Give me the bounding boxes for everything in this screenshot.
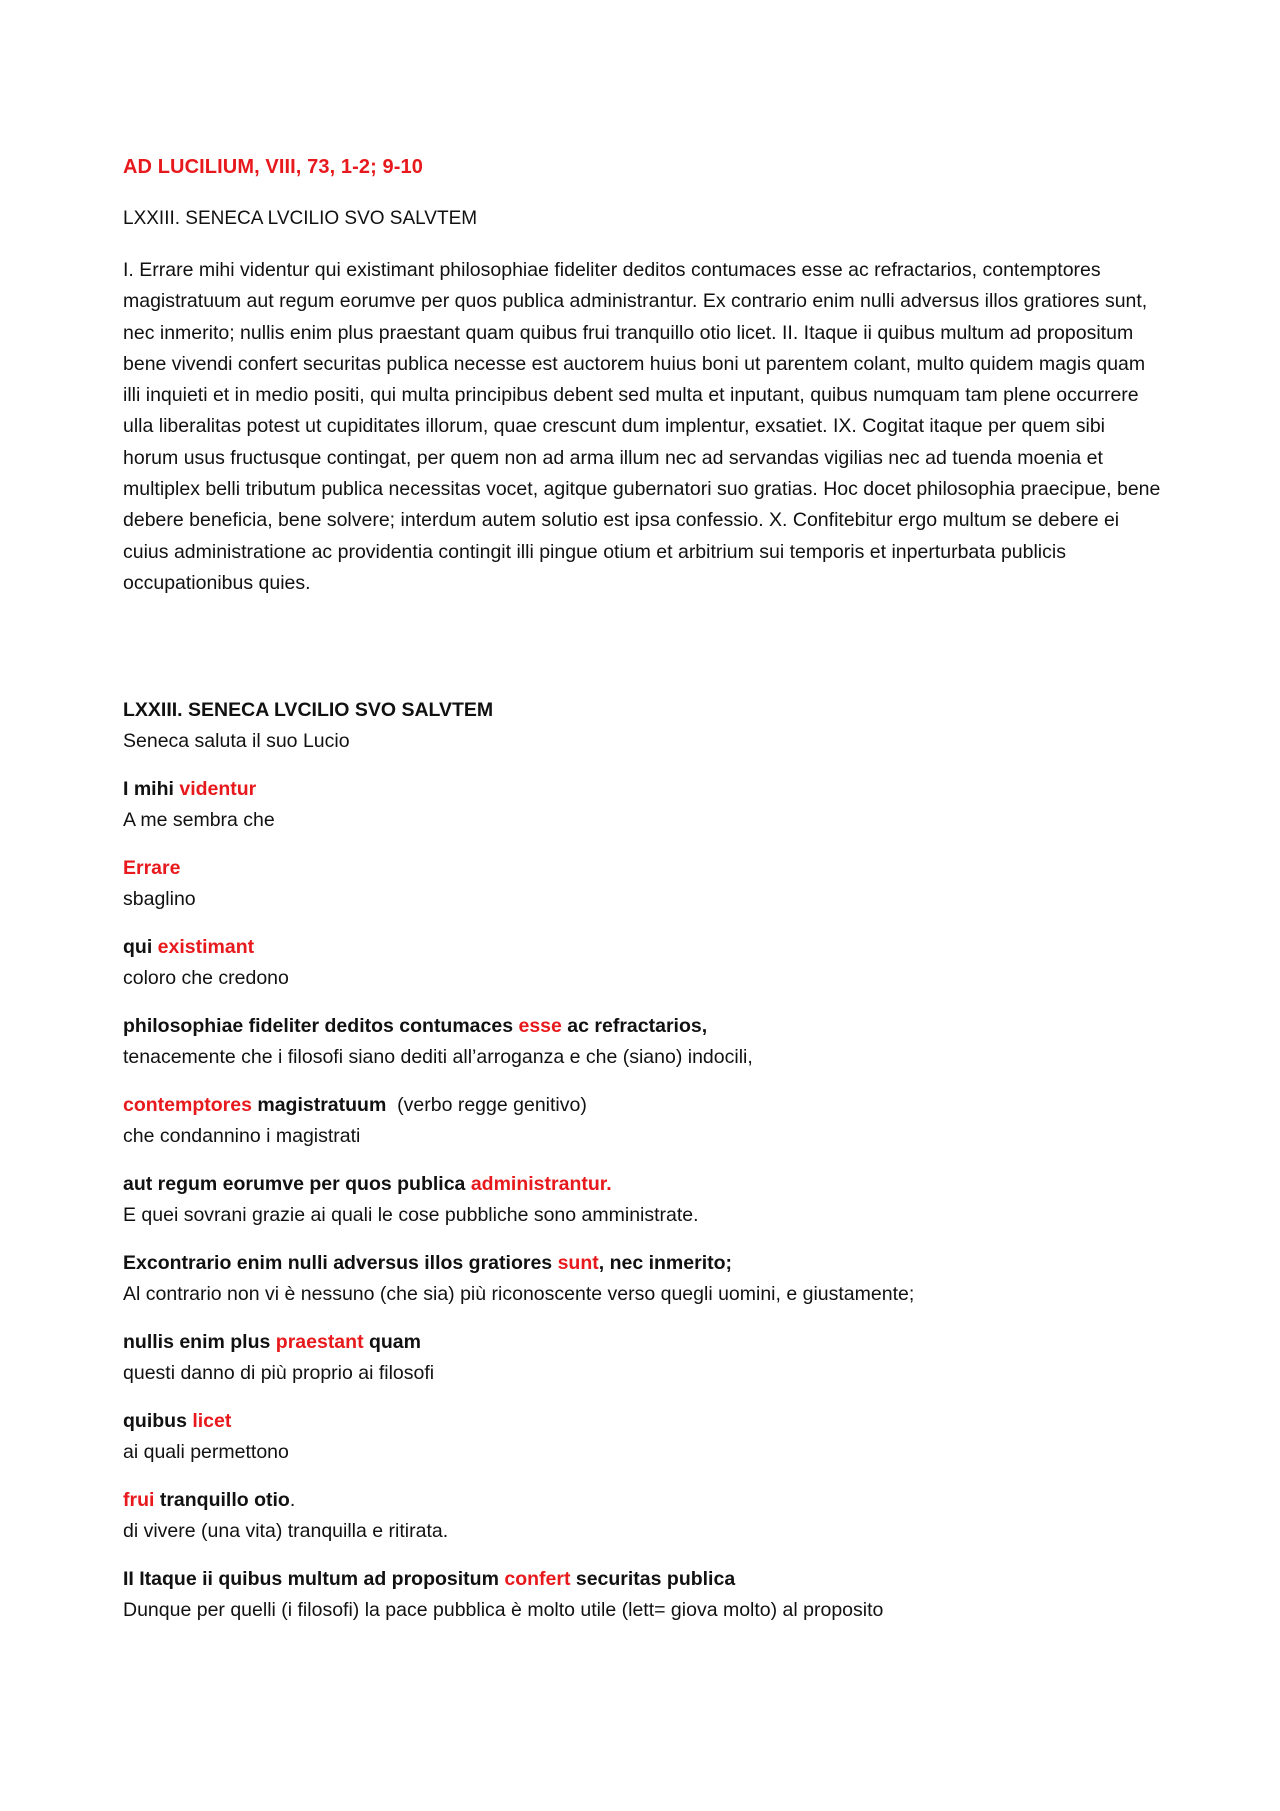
highlighted-verb: frui [123,1489,155,1511]
translation-pair [123,1248,1163,1310]
latin-phrase [123,1564,1163,1595]
italian-translation: Al contrario non vi è nessuno (che sia) più riconoscente verso quegli uomini, e giustamente; [123,1283,915,1305]
italian-translation: sbaglino [123,888,196,910]
latin-phrase [123,932,1163,963]
italian-translation: coloro che credono [123,967,289,989]
highlighted-verb: esse [518,1015,562,1037]
latin-passage: I. Errare mihi videntur qui existimant philosophiae fideliter deditos contumaces esse ac refractarios, contemptores magistratuum aut regum eorumve per quos publica administrantur. Ex contrario enim nulli adversus illos gratiores sunt, nec inmerito; nullis enim plus praestant quam quibus frui tranquillo otio licet. II. Itaque ii quibus multum ad propositum bene vivendi confert securitas publica necesse est auctorem huius boni ut parentem colant, multo quidem magis quam illi inquieti et in medio positi, qui multa principibus debent sed multa et inputant, quibus numquam tam plene occurrere ulla liberalitas potest ut cupiditates illorum, quae crescunt dum implentur, exsatiet. IX. Cogitat itaque per quem sibi horum usus fructusque contingat, per quem non ad arma illum nec ad servandas vigilias nec ad tuenda moenia et multiplex belli tributum publica necessitas vocet, agitque gubernatori suo gratias. Hoc docet philosophia praecipue, bene debere beneficia, bene solvere; interdum autem solutio est ipsa confessio. X. Confitebitur ergo multum se debere ei cuius administratione ac providentia contingit illi pingue otium et arbitrium sui temporis et inperturbata publicis occupationibus quies. [123,259,1161,594]
letter-heading: LXXIII. SENECA LVCILIO SVO SALVTEM [123,208,478,229]
latin-text: LXXIII. SENECA LVCILIO SVO SALVTEM [123,699,494,721]
translation-pair [123,1406,1163,1468]
translation-pair [123,1564,1163,1626]
highlighted-verb: contemptores [123,1094,252,1116]
translation-pair [123,1090,1163,1152]
latin-text: , nec inmerito; [598,1252,733,1274]
latin-text: ac refractarios, [561,1015,708,1037]
italian-translation: Seneca saluta il suo Lucio [123,730,350,752]
latin-phrase [123,853,1163,884]
highlighted-verb: sunt [557,1252,599,1274]
translation-pair [123,1327,1163,1389]
grammar-note: . [289,1489,296,1511]
highlighted-verb: videntur [179,778,257,800]
latin-phrase [123,1485,1163,1516]
latin-text: philosophiae fideliter deditos contumaces [123,1015,519,1037]
latin-phrase [123,1406,1163,1437]
translation-pair [123,853,1163,915]
latin-text: securitas publica [570,1568,736,1590]
highlighted-verb: praestant [275,1331,364,1353]
latin-text: nullis enim plus [123,1331,276,1353]
italian-translation: questi danno di più proprio ai filosofi [123,1362,435,1384]
latin-text: quam [363,1331,421,1353]
italian-translation: di vivere (una vita) tranquilla e ritirata. [123,1520,449,1542]
italian-translation: E quei sovrani grazie ai quali le cose pubbliche sono amministrate. [123,1204,699,1226]
latin-text: magistratuum [251,1094,387,1116]
latin-text: qui [123,936,158,958]
italian-translation: ai quali permettono [123,1441,289,1463]
latin-phrase [123,1090,1163,1121]
translation-pair [123,1169,1163,1231]
latin-phrase [123,774,1163,805]
italian-translation: che condannino i magistrati [123,1125,361,1147]
highlighted-verb: administrantur. [470,1173,612,1195]
document-title: AD LUCILIUM, VIII, 73, 1-2; 9-10 [123,156,423,178]
latin-text: tranquillo otio [154,1489,290,1511]
italian-translation: A me sembra che [123,809,275,831]
latin-phrase [123,1327,1163,1358]
highlighted-verb: confert [504,1568,571,1590]
latin-phrase [123,1169,1163,1200]
translation-pair [123,1011,1163,1073]
highlighted-verb: existimant [157,936,255,958]
translation-pair [123,695,1163,757]
translation-list [123,695,1163,1643]
latin-text: Excontrario enim nulli adversus illos gratiores [123,1252,558,1274]
latin-phrase [123,1011,1163,1042]
highlighted-verb: Errare [123,857,181,879]
translation-pair [123,932,1163,994]
translation-pair [123,774,1163,836]
translation-pair [123,1485,1163,1547]
latin-text: quibus [123,1410,193,1432]
italian-translation: tenacemente che i filosofi siano dediti all’arroganza e che (siano) indocili, [123,1046,753,1068]
highlighted-verb: licet [192,1410,232,1432]
italian-translation: Dunque per quelli (i filosofi) la pace pubblica è molto utile (lett= giova molto) al proposito [123,1599,884,1621]
latin-phrase [123,695,1163,726]
grammar-note: (verbo regge genitivo) [386,1094,587,1116]
latin-text: II Itaque ii quibus multum ad propositum [123,1568,505,1590]
latin-text: I mihi [123,778,180,800]
latin-phrase [123,1248,1163,1279]
latin-text: aut regum eorumve per quos publica [123,1173,471,1195]
